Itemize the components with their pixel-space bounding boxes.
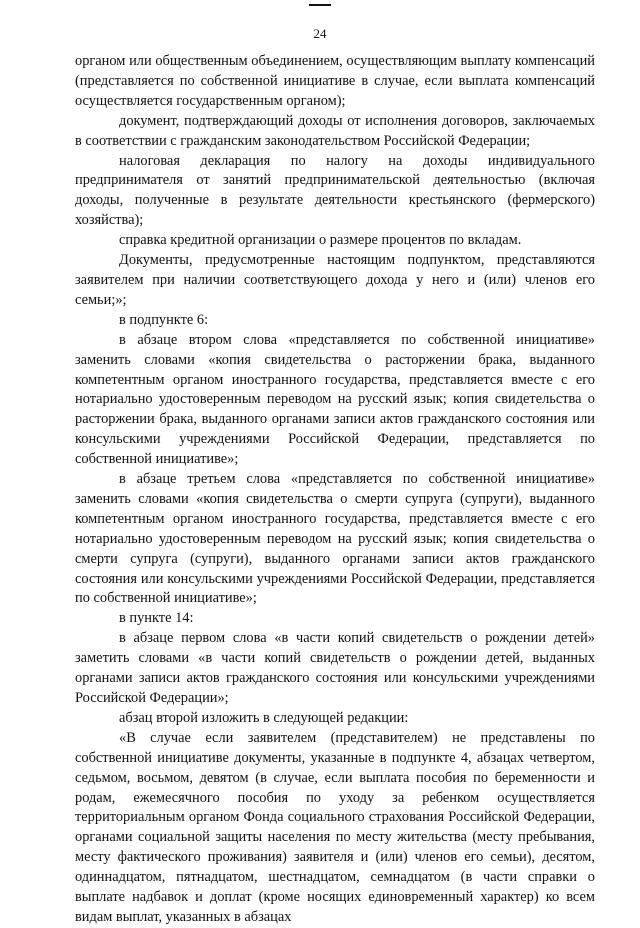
paragraph: справка кредитной организации о размере процентов по вкладам.: [119, 232, 522, 249]
paragraph: документ, подтверждающий доходы от исполнения договоров, заключаемых в соответствии с гражданским законодательством Российской Федерации;: [75, 112, 595, 149]
paragraph: в пункте 14:: [119, 610, 194, 627]
paragraph: в подпункте 6:: [119, 311, 209, 328]
document-body: [75, 52, 595, 928]
paragraph: налоговая декларация по налогу на доходы индивидуального предпринимателя от занятий предпринимательской деятельностью (включая доходы, полученные в результате деятельности крестьянского (фермерского) хозяйства);: [75, 152, 595, 229]
paragraph: органом или общественным объединением, осуществляющим выплату компенсаций (представляется по собственной инициативе в случае, если выплата компенсаций осуществляется государственным органом);: [75, 53, 595, 109]
paragraph: абзац второй изложить в следующей редакции:: [119, 709, 409, 726]
page-number: 24: [313, 26, 327, 41]
paragraph: в абзаце третьем слова «представляется по собственной инициативе» заменить словами «копия свидетельства о смерти супруга (супруги), выданного компетентным органом иностранного государства, представляется вместе с его нотариально удостоверенным переводом на русский язык; копия свидетельства о смерти супруга (супруги), выданного органами записи актов гражданского состояния или консульскими учреждениями Российской Федерации, представляется по собственной инициативе»;: [75, 471, 595, 607]
paragraph: «В случае если заявителем (представителем) не представлены по собственной инициативе документы, указанные в подпункте 4, абзацах четвертом, седьмом, восьмом, девятом (в случае, если выплата пособия по беременности и родам, ежемесячного пособия по уходу за ребенком осуществляется территориальным органом Фонда социального страхования Российской Федерации, органами социальной защиты населения по месту жительства (месту пребывания, месту фактического проживания) заявителя и (или) членов его семьи), десятом, одиннадцатом, пятнадцатом, шестнадцатом, семнадцатом (в части справки о выплате надбавок и доплат (кроме носящих единовременный характер) ко всем видам выплат, указанных в абзацах: [75, 729, 595, 925]
header-rule: [309, 4, 331, 6]
paragraph: Документы, предусмотренные настоящим подпунктом, представляются заявителем при наличии соответствующего дохода у него и (или) членов его семьи;»;: [75, 252, 595, 308]
paragraph: в абзаце втором слова «представляется по собственной инициативе» заменить словами «копия свидетельства о расторжении брака, выданного компетентным органом иностранного государства, представляется вместе с его нотариально удостоверенным переводом на русский язык; копия свидетельства о расторжении брака, выданного органами записи актов гражданского состояния или консульскими учреждениями Российской Федерации, представляется по собственной инициативе»;: [75, 331, 595, 468]
paragraph: в абзаце первом слова «в части копий свидетельств о рождении детей» заметить словами «в части копий свидетельств о рождении детей, выданных органами записи актов гражданского состояния или консульскими учреждениями Российской Федерации»;: [75, 630, 595, 706]
